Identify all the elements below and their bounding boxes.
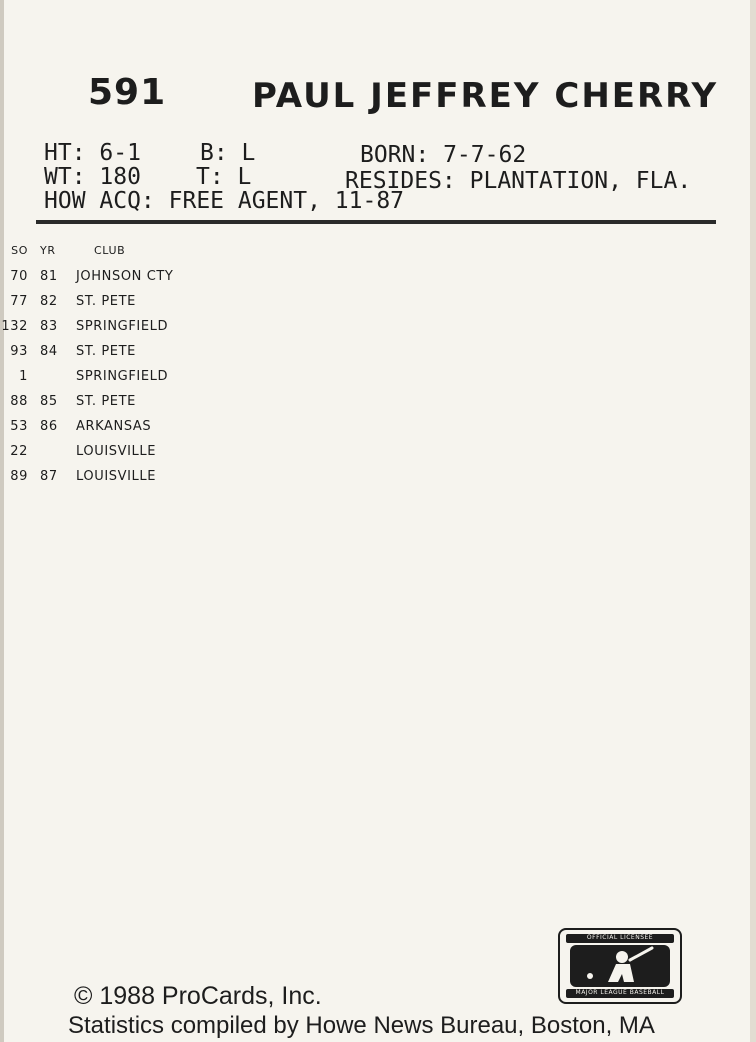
logo-top-text: OFFICIAL LICENSEE xyxy=(586,934,654,941)
cell-so: 93 xyxy=(10,344,28,359)
cell-so: 132 xyxy=(1,319,28,334)
copyright-line: © 1988 ProCards, Inc. xyxy=(74,982,322,1010)
header-club: CLUB xyxy=(94,244,126,257)
cell-club: LOUISVILLE xyxy=(76,444,157,459)
cell-club: ST. PETE xyxy=(76,344,136,359)
statistics-credit-line: Statistics compiled by Howe News Bureau, Boston, MA xyxy=(68,1012,655,1039)
bio-born: BORN: 7-7-62 xyxy=(360,142,527,168)
bio-bats: B: L xyxy=(200,140,256,166)
cell-so: 77 xyxy=(10,294,28,309)
cell-so: 1 xyxy=(19,369,28,384)
cell-yr: 82 xyxy=(40,294,58,309)
cell-yr: 86 xyxy=(40,419,58,434)
bio-weight: WT: 180 xyxy=(44,164,141,190)
bio-height: HT: 6-1 xyxy=(44,140,141,166)
bio-throws: T: L xyxy=(196,164,252,190)
cell-so: 70 xyxy=(10,269,28,284)
card-left-edge xyxy=(0,0,4,1042)
cell-club: SPRINGFIELD xyxy=(76,369,169,384)
cell-so: 89 xyxy=(10,469,28,484)
cell-yr: 84 xyxy=(40,344,58,359)
header-yr: YR xyxy=(40,244,56,257)
divider-rule xyxy=(36,220,716,224)
cell-so: 53 xyxy=(10,419,28,434)
cell-so: 22 xyxy=(10,444,28,459)
cell-club: ST. PETE xyxy=(76,294,136,309)
cell-yr: 85 xyxy=(40,394,58,409)
cell-club: ARKANSAS xyxy=(76,419,152,434)
card-number: 591 xyxy=(88,72,167,113)
cell-club: JOHNSON CTY xyxy=(76,269,174,284)
cell-yr: 87 xyxy=(40,469,58,484)
card-right-edge xyxy=(750,0,756,1042)
cell-yr: 81 xyxy=(40,269,58,284)
cell-so: 88 xyxy=(10,394,28,409)
logo-bottom-text: MAJOR LEAGUE BASEBALL xyxy=(575,989,665,996)
cell-club: SPRINGFIELD xyxy=(76,319,169,334)
bio-acquired: HOW ACQ: FREE AGENT, 11-87 xyxy=(44,188,405,214)
cell-club: ST. PETE xyxy=(76,394,136,409)
cell-yr: 83 xyxy=(40,319,58,334)
player-name: PAUL JEFFREY CHERRY xyxy=(252,76,719,116)
cell-club: LOUISVILLE xyxy=(76,469,157,484)
header-so: SO xyxy=(11,244,28,257)
mlb-licensee-logo xyxy=(558,928,682,1004)
bio-resides: RESIDES: PLANTATION, FLA. xyxy=(345,168,692,194)
